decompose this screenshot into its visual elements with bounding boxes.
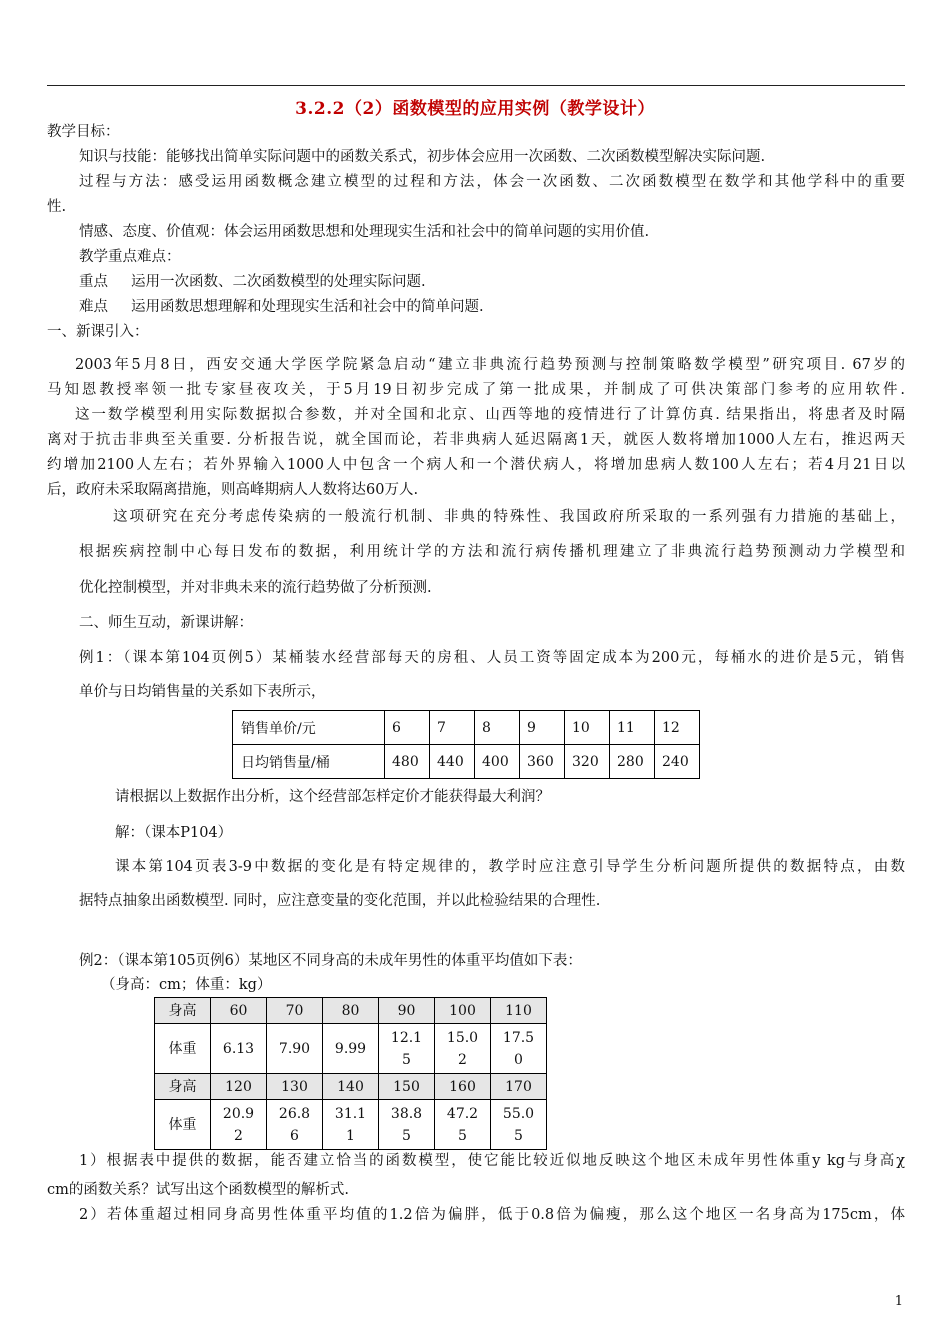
table-row bbox=[155, 998, 547, 1024]
table-cell: 100 bbox=[435, 998, 491, 1024]
difficult-point-label: 难点 bbox=[79, 299, 108, 315]
table-row bbox=[155, 1100, 547, 1150]
page-title: 3.2.2（2）函数模型的应用实例（教学设计） bbox=[295, 99, 655, 119]
table-cell: 15.0 2 bbox=[435, 1024, 491, 1074]
section1-p3-line3: 优化控制模型，并对非典未来的流行趋势做了分析预测. bbox=[79, 580, 432, 596]
goal-emotion: 情感、态度、价值观：体会运用函数思想和处理现实生活和社会中的简单问题的实用价值. bbox=[79, 224, 650, 240]
goal-process-line2: 性. bbox=[47, 199, 67, 215]
table-cell: 身高 bbox=[155, 998, 211, 1024]
difficult-point-text: 运用函数思想理解和处理现实生活和社会中的简单问题. bbox=[131, 299, 484, 315]
table-cell: 90 bbox=[379, 998, 435, 1024]
table-cell: 销售单价/元 bbox=[233, 711, 385, 745]
section1-p1-line2: 马知恩教授率领一批专家昼夜攻关，于5月19日初步完成了第一批成果，并制成了可供决策部门参考的应用软件. bbox=[47, 382, 905, 398]
table-cell: 7 bbox=[430, 711, 475, 745]
table-cell: 170 bbox=[491, 1074, 547, 1100]
question1-line1: 1）根据表中提供的数据，能否建立恰当的函数模型，使它能比较近似地反映这个地区未成年男性体重y kg与身高χ bbox=[79, 1153, 905, 1169]
table-cell: 160 bbox=[435, 1074, 491, 1100]
table-row bbox=[233, 711, 700, 745]
example1-note-line1: 课本第104页表3-9中数据的变化是有特定规律的，教学时应注意引导学生分析问题所提供的数据特点，由数 bbox=[115, 859, 905, 875]
table-cell: 体重 bbox=[155, 1100, 211, 1150]
height-weight-table bbox=[154, 997, 547, 1150]
example1-line2: 单价与日均销售量的关系如下表所示， bbox=[79, 684, 326, 700]
table-cell: 6.13 bbox=[211, 1024, 267, 1074]
example1-line1: 例1：（课本第104页例5）某桶装水经营部每天的房租、人员工资等固定成本为200元，每桶水的进价是5元，销售 bbox=[79, 650, 905, 666]
key-point-label: 重点 bbox=[79, 274, 108, 290]
table-cell: 12 bbox=[655, 711, 700, 745]
keypoints-heading: 教学重点难点： bbox=[79, 249, 181, 265]
table-row bbox=[155, 1074, 547, 1100]
section1-p3-line2: 根据疾病控制中心每日发布的数据，利用统计学的方法和流行病传播机理建立了非典流行趋势预测动力学模型和 bbox=[79, 544, 905, 560]
section1-p1-line1: 2003年5月8日，西安交通大学医学院紧急启动“建立非典流行趋势预测与控制策略数学模型”研究项目. 67岁的 bbox=[75, 357, 905, 373]
table-cell: 身高 bbox=[155, 1074, 211, 1100]
table-cell: 6 bbox=[385, 711, 430, 745]
table-cell: 体重 bbox=[155, 1024, 211, 1074]
example1-question: 请根据以上数据作出分析，这个经营部怎样定价才能获得最大利润？ bbox=[115, 789, 550, 805]
table-cell: 9.99 bbox=[323, 1024, 379, 1074]
table-cell: 38.8 5 bbox=[379, 1100, 435, 1150]
table-cell: 80 bbox=[323, 998, 379, 1024]
table-cell: 110 bbox=[491, 998, 547, 1024]
table-cell: 60 bbox=[211, 998, 267, 1024]
table-cell: 31.1 1 bbox=[323, 1100, 379, 1150]
table-cell: 480 bbox=[385, 745, 430, 779]
table-cell: 10 bbox=[565, 711, 610, 745]
table-cell: 17.5 0 bbox=[491, 1024, 547, 1074]
table-cell: 26.8 6 bbox=[267, 1100, 323, 1150]
section1-p2-line4: 后，政府未采取隔离措施，则高峰期病人人数将达60万人. bbox=[47, 482, 419, 498]
table-cell: 日均销售量/桶 bbox=[233, 745, 385, 779]
section1-heading: 一、新课引入： bbox=[47, 324, 149, 340]
table-cell: 400 bbox=[475, 745, 520, 779]
section1-p2-line1: 这一数学模型利用实际数据拟合参数，并对全国和北京、山西等地的疫情进行了计算仿真. 结果指出，将患者及时隔 bbox=[75, 407, 905, 423]
table-cell: 12.1 5 bbox=[379, 1024, 435, 1074]
example2-units: （身高：cm；体重：kg） bbox=[101, 977, 272, 993]
table-cell: 47.2 5 bbox=[435, 1100, 491, 1150]
table-cell: 240 bbox=[655, 745, 700, 779]
key-point-text: 运用一次函数、二次函数模型的处理实际问题. bbox=[131, 274, 426, 290]
table-cell: 70 bbox=[267, 998, 323, 1024]
table-cell: 11 bbox=[610, 711, 655, 745]
table-row bbox=[155, 1024, 547, 1074]
table-cell: 130 bbox=[267, 1074, 323, 1100]
table-cell: 20.9 2 bbox=[211, 1100, 267, 1150]
example2-line1: 例2：（课本第105页例6）某地区不同身高的未成年男性的体重平均值如下表： bbox=[79, 953, 582, 969]
table-cell: 9 bbox=[520, 711, 565, 745]
table-cell: 360 bbox=[520, 745, 565, 779]
table-cell: 320 bbox=[565, 745, 610, 779]
goals-heading: 教学目标： bbox=[47, 124, 120, 140]
section2-heading: 二、师生互动，新课讲解： bbox=[79, 615, 253, 631]
table-cell: 280 bbox=[610, 745, 655, 779]
section1-p2-line3: 约增加2100人左右；若外界输入1000人中包含一个病人和一个潜伏病人，将增加患病人数100人左右；若4月21日以 bbox=[47, 457, 905, 473]
table-cell: 7.90 bbox=[267, 1024, 323, 1074]
table-cell: 150 bbox=[379, 1074, 435, 1100]
header-rule bbox=[47, 85, 905, 86]
section1-p3-line1: 这项研究在充分考虑传染病的一般流行机制、非典的特殊性、我国政府所采取的一系列强有力措施的基础上， bbox=[113, 509, 905, 525]
price-sales-table bbox=[232, 710, 700, 779]
table-cell: 120 bbox=[211, 1074, 267, 1100]
table-cell: 140 bbox=[323, 1074, 379, 1100]
question2-line1: 2）若体重超过相同身高男性体重平均值的1.2倍为偏胖，低于0.8倍为偏瘦，那么这个地区一名身高为175cm，体 bbox=[79, 1207, 905, 1223]
goal-process-line1: 过程与方法：感受运用函数概念建立模型的过程和方法，体会一次函数、二次函数模型在数学和其他学科中的重要 bbox=[79, 174, 905, 190]
table-row bbox=[233, 745, 700, 779]
goal-knowledge: 知识与技能：能够找出简单实际问题中的函数关系式，初步体会应用一次函数、二次函数模型解决实际问题. bbox=[79, 149, 766, 165]
table-cell: 8 bbox=[475, 711, 520, 745]
example1-solution: 解：（课本P104） bbox=[115, 825, 233, 841]
question1-line2: cm的函数关系？试写出这个函数模型的解析式. bbox=[47, 1182, 349, 1198]
table-cell: 440 bbox=[430, 745, 475, 779]
section1-p2-line2: 离对于抗击非典至关重要. 分析报告说，就全国而论，若非典病人延迟隔离1天，就医人数将增加1000人左右，推迟两天 bbox=[47, 432, 905, 448]
example1-note-line2: 据特点抽象出函数模型. 同时，应注意变量的变化范围，并以此检验结果的合理性. bbox=[79, 893, 601, 909]
table-cell: 55.0 5 bbox=[491, 1100, 547, 1150]
page-number: 1 bbox=[894, 1294, 903, 1309]
